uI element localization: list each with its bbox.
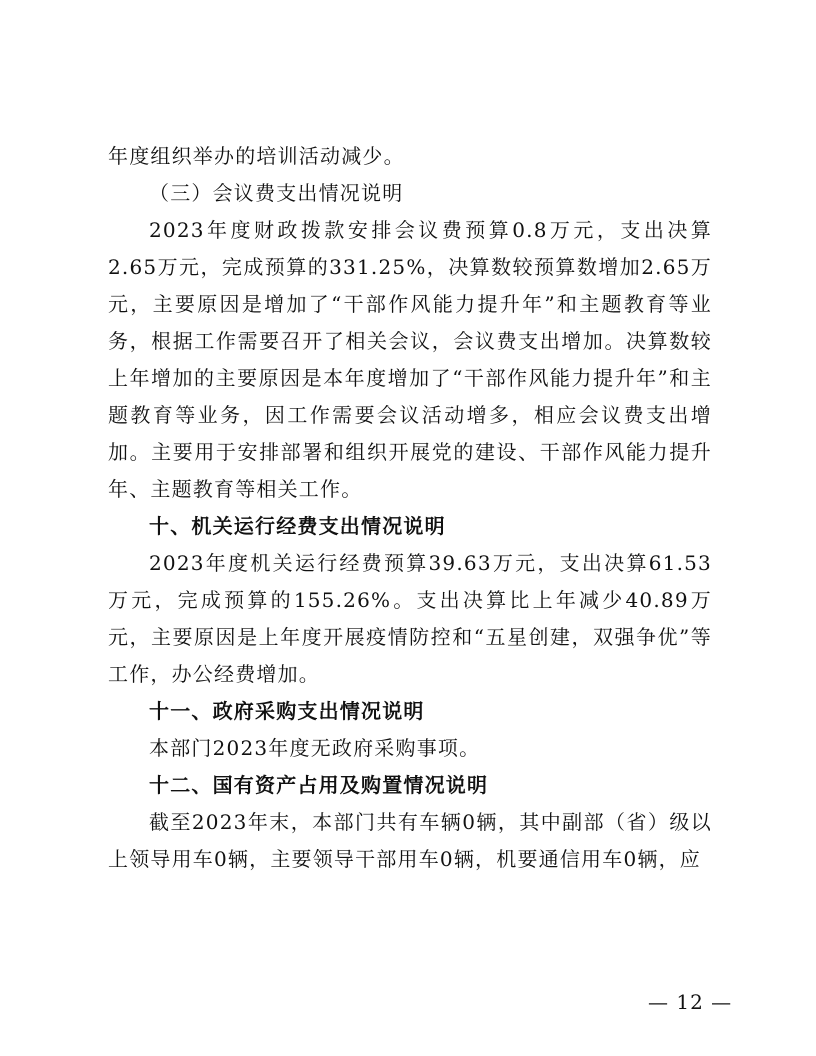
document-page xyxy=(108,138,712,878)
paragraph-meeting-fees: 2023年度财政拨款安排会议费预算0.8万元，支出决算2.65万元，完成预算的331.25%，决算数较预算数增加2.65万元，主要原因是增加了“干部作风能力提升年”和主题教育等业务，根据工作需要召开了相关会议，会议费支出增加。决算数较上年增加的主要原因是本年度增加了“干部作风能力提升年”和主题教育等业务，因工作需要会议活动增多，相应会议费支出增加。主要用于安排部署和组织开展党的建设、干部作风能力提升年、主题教育等相关工作。 xyxy=(108,218,712,501)
section-heading-12: 十二、国有资产占用及购置情况说明 xyxy=(149,773,489,797)
paragraph-procurement: 本部门2023年度无政府采购事项。 xyxy=(149,736,481,760)
paragraph-continuation: 年度组织举办的培训活动减少。 xyxy=(108,144,405,168)
page-number: — 12 — xyxy=(648,990,733,1014)
section-heading-11: 十一、政府采购支出情况说明 xyxy=(149,699,425,723)
paragraph-assets: 截至2023年末，本部门共有车辆0辆，其中副部（省）级以上领导用车0辆，主要领导干部用车0辆，机要通信用车0辆，应 xyxy=(108,810,712,871)
paragraph-operating-expenses: 2023年度机关运行经费预算39.63万元，支出决算61.53万元，完成预算的155.26%。支出决算比上年减少40.89万元，主要原因是上年度开展疫情防控和“五星创建，双强争优”等工作，办公经费增加。 xyxy=(108,551,712,686)
section-heading-10: 十、机关运行经费支出情况说明 xyxy=(149,514,446,538)
section-subheading-meeting-fees: （三）会议费支出情况说明 xyxy=(149,181,404,205)
